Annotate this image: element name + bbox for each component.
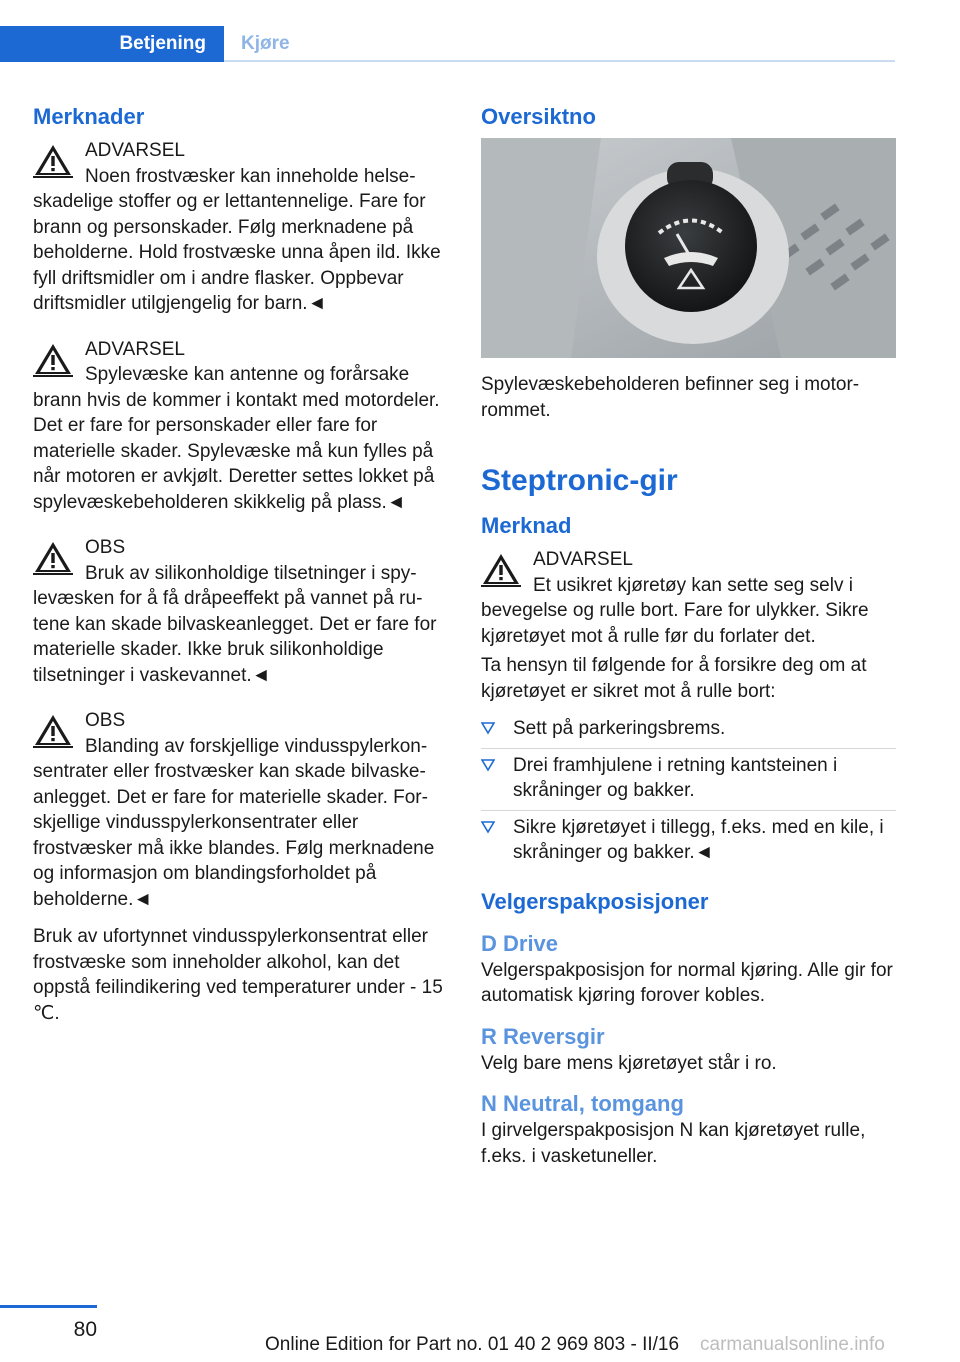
- warning-text: Bruk av silikonholdige tilsetninger i spylevæsken for å få dråpeeffekt på vannet på rutene kan skade bilvaskeanlegget. Det er fare for materielle skader. Ikke bruk silikonholdige tilsetninger i vaskevannet.◄: [33, 562, 437, 686]
- list-item: [481, 749, 896, 811]
- warning-text: Noen frostvæsker kan inneholde helseskadelige stoffer og er lettantennelige. Fare for brann og personskader. Følg merknadene på beholderne. Hold frostvæske unna åpen ild. Ikke fyll driftsmidler om i andre flasker. Oppbevar driftsmidler utilgjengelig for barn.◄: [33, 165, 441, 314]
- warning-triangle-icon: [33, 142, 73, 178]
- section-title-steptronic: Steptronic-gir: [481, 464, 678, 497]
- intro-paragraph: Ta hensyn til følgende for å forsikre deg om at kjøretøyet er sikret mot å rulle bort:: [481, 655, 867, 702]
- warning-block: [33, 708, 448, 912]
- position-section: [481, 1023, 896, 1077]
- position-text: Velg bare mens kjøretøyet står i ro.: [481, 1052, 777, 1074]
- warning-title: OBS: [85, 537, 126, 558]
- tab-betjening[interactable]: Betjening: [0, 26, 224, 62]
- warning-triangle-icon: [33, 341, 73, 377]
- bullet-list: [481, 712, 896, 872]
- list-item-text: Sett på parkeringsbrems.: [513, 718, 726, 739]
- warning-title: ADVARSEL: [85, 338, 185, 360]
- warning-text: Spylevæske kan antenne og forårsake brann hvis de kommer i kontakt med motordeler. Det er fare for personskader eller fare for materielle skader. Spylevæske må kun fylles på når motoren er avkjølt. Deretter settes lokket på spylevæskebeholderen skikkelig på plass.◄: [33, 364, 440, 513]
- page-number: 80: [73, 1318, 97, 1341]
- photo-caption: Spylevæskebeholderen befinner seg i motorrommet.: [481, 374, 860, 421]
- triangle-bullet-icon: [481, 758, 495, 772]
- position-section: [481, 1090, 896, 1169]
- triangle-bullet-icon: [481, 721, 495, 735]
- section-heading-merknader: Merknader: [33, 104, 145, 129]
- warning-block: [481, 547, 896, 649]
- header-divider: [224, 60, 895, 62]
- position-text: I girvelgerspakposisjon N kan kjøretøyet rulle, f.eks. i vasketuneller.: [481, 1120, 866, 1167]
- list-item-text: Drei framhjulene i retning kantsteinen i skråninger og bakker.: [513, 754, 838, 801]
- warning-triangle-icon: [481, 551, 521, 587]
- edition-text: Online Edition for Part no. 01 40 2 969 803 - II/16: [265, 1334, 680, 1355]
- list-item-text: Sikre kjøretøyet i tillegg, f.eks. med en kile, i skråninger og bakker.◄: [513, 816, 884, 863]
- position-title: D Drive: [481, 930, 559, 956]
- section-heading-oversikt: Oversiktno: [481, 104, 596, 129]
- warning-title: OBS: [85, 710, 126, 731]
- subheading-velgerspakposisjoner: Velgerspakposisjoner: [481, 888, 709, 914]
- right-column: [481, 100, 896, 1183]
- washer-reservoir-photo: [481, 138, 896, 358]
- warning-title: ADVARSEL: [533, 549, 633, 570]
- triangle-bullet-icon: [481, 820, 495, 834]
- list-item: [481, 712, 896, 749]
- warning-triangle-icon: [33, 539, 73, 575]
- position-text: Velgerspakposisjon for normal kjøring. Alle gir for automatisk kjøring forover kobles.: [481, 959, 893, 1006]
- warning-block: [33, 138, 448, 317]
- tab-kjore[interactable]: Kjøre: [241, 33, 290, 54]
- position-title: N Neutral, tomgang: [481, 1091, 684, 1116]
- warning-block: [33, 337, 448, 516]
- warning-text: Blanding av forskjellige vindusspylerkonsentrater eller frostvæsker kan skade bilvaskeanlegget. Det er fare for materielle skader. Forskjellige vindusspylerkonsentrater eller frostvæsker må ikke blandes. Følg merknadene og informasjon om blandingsforholdet på beholderne.◄: [33, 735, 435, 910]
- closing-paragraph: Bruk av ufortynnet vindusspylerkonsentrat eller frostvæske som inneholder alkohol, kan det oppstå feilindikering ved temperaturer under - 15 ℃.: [33, 926, 443, 1024]
- position-section: [481, 930, 896, 1009]
- subheading-merknad: Merknad: [481, 513, 572, 538]
- warning-triangle-icon: [33, 712, 73, 748]
- watermark: carmanualsonline.info: [700, 1334, 885, 1355]
- warning-title: ADVARSEL: [85, 140, 185, 161]
- page-header: [0, 0, 960, 62]
- position-title: R Reversgir: [481, 1023, 605, 1049]
- list-item: [481, 811, 896, 872]
- left-column: [33, 100, 448, 1034]
- warning-block: [33, 535, 448, 688]
- footer-accent-bar: [0, 1305, 97, 1308]
- warning-text: Et usikret kjøretøy kan sette seg selv i bevegelse og rulle bort. Fare for ulykker. Sikre kjøretøyet mot å rulle før du forlater det.: [481, 574, 869, 647]
